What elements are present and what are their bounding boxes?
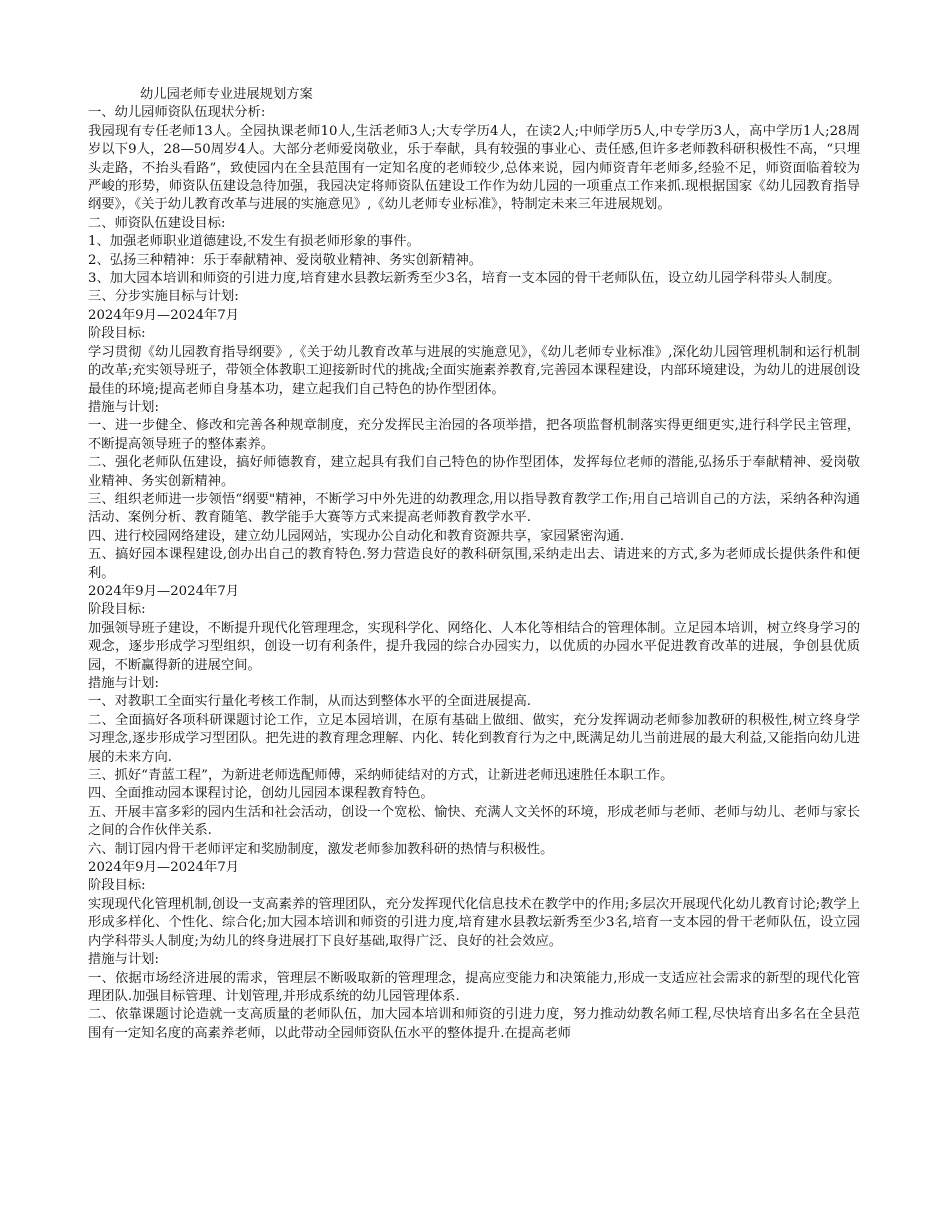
paragraph: 阶段目标: [88, 602, 146, 618]
paragraph: 措施与计划: [88, 399, 159, 415]
paragraph: 三、抓好“青蓝工程”，为新进老师选配师傅，采纳师徒结对的方式，让新进老师迅速胜任本职工作。 [88, 768, 674, 784]
paragraph: 2、弘扬三种精神：乐于奉献精神、爱岗敬业精神、务实创新精神。 [88, 252, 483, 268]
paragraph: 1、加强老师职业道德建设,不发生有损老师形象的事件。 [88, 234, 420, 250]
document-title: 幼儿园老师专业进展规划方案 [140, 87, 313, 102]
paragraph: 五、搞好园本课程建设,创办出自己的教育特色.努力营造良好的教科研氛围,采纳走出去、请进来的方式,多为老师成长提供条件和便利。 [88, 547, 860, 581]
paragraph: 2024年9月—2024年7月 [88, 860, 240, 876]
paragraph: 三、分步实施目标与计划: [88, 289, 239, 305]
document-body [88, 86, 860, 1043]
paragraph: 四、进行校园网络建设，建立幼儿园网站，实现办公自动化和教育资源共享，家园紧密沟通. [88, 528, 625, 544]
paragraph: 二、依靠课题讨论造就一支高质量的老师队伍，加大园本培训和师资的引进力度，努力推动幼教名师工程,尽快培育出多名在全县范围有一定知名度的高素养老师，以此带动全园师资队伍水平的整体提升.在提高老师 [88, 1007, 860, 1041]
paragraph: 一、幼儿园师资队伍现状分析: [88, 105, 266, 121]
paragraph: 二、师资队伍建设目标: [88, 215, 226, 231]
paragraph: 一、依据市场经济进展的需求，管理层不断吸取新的管理理念，提高应变能力和决策能力,形成一支适应社会需求的新型的现代化管理团队.加强目标管理、计划管理,并形成系统的幼儿园管理体系. [88, 970, 860, 1004]
paragraph: 二、强化老师队伍建设，搞好师德教育，建立起具有我们自己特色的协作型团体，发挥每位老师的潜能,弘扬乐于奉献精神、爱岗敬业精神、务实创新精神。 [88, 455, 860, 489]
paragraph: 措施与计划: [88, 676, 159, 691]
paragraph: 措施与计划: [88, 952, 159, 968]
paragraph: 加强领导班子建设，不断提升现代化管理理念，实现科学化、网络化、人本化等相结合的管理体制。立足园本培训，树立终身学习的观念，逐步形成学习型组织，创设一切有利条件，提升我园的综合办园实力，以优质的办园水平促进教育改革的进展，争创县优质园，不断赢得新的进展空间。 [88, 620, 860, 673]
paragraph: 2024年9月—2024年7月 [88, 307, 240, 323]
paragraph: 阶段目标: [88, 326, 146, 342]
paragraph: 2024年9月—2024年7月 [88, 583, 240, 599]
paragraph: 一、进一步健全、修改和完善各种规章制度，充分发挥民主治园的各项举措，把各项监督机制落实得更细更实,进行科学民主管理，不断提高领导班子的整体素养。 [88, 418, 860, 452]
paragraph: 一、对教职工全面实行量化考核工作制，从而达到整体水平的全面进展提高. [88, 694, 532, 710]
paragraph: 阶段目标: [88, 878, 146, 894]
document-content [88, 104, 860, 1043]
paragraph: 3、加大园本培训和师资的引进力度,培育建水县教坛新秀至少3名，培育一支本园的骨干老师队伍，设立幼儿园学科带头人制度。 [88, 271, 841, 287]
paragraph: 六、制订园内骨干老师评定和奖励制度，激发老师参加教科研的热情与积极性。 [88, 841, 554, 857]
paragraph: 学习贯彻《幼儿园教育指导纲要》,《关于幼儿教育改革与进展的实施意见》，《幼儿老师专业标准》,深化幼儿园管理机制和运行机制的改革;充实领导班子，带领全体教职工迎接新时代的挑战;全面实施素养教育,完善园本课程建设，内部环境建设，为幼儿的进展创设最佳的环境;提高老师自身基本功，建立起我们自己特色的协作型团体。 [88, 344, 860, 397]
paragraph: 我园现有专任老师13人。全园执课老师10人,生活老师3人;大专学历4人，在读2人;中师学历5人,中专学历3人，高中学历1人;28周岁以下9人，28—50周岁4人。大部分老师爱岗敬业，乐于奉献，具有较强的事业心、责任感,但许多老师教科研积极性不高，“只埋头走路，不抬头看路”，致使园内在全县范围有一定知名度的老师较少,总体来说，园内师资青年老师多,经验不足，师资面临着较为严峻的形势，师资队伍建设急待加强，我园决定将师资队伍建设工作作为幼儿园的一项重点工作来抓.现根据国家《幼儿园教育指导纲要》，《关于幼儿教育改革与进展的实施意见》,《幼儿老师专业标准》，特制定未来三年进展规划。 [88, 123, 860, 213]
paragraph: 四、全面推动园本课程讨论，创幼儿园园本课程教育特色。 [88, 786, 434, 802]
paragraph: 五、开展丰富多彩的园内生活和社会活动，创设一个宽松、愉快、充满人文关怀的环境，形成老师与老师、老师与幼儿、老师与家长之间的合作伙伴关系. [88, 804, 860, 839]
paragraph: 实现现代化管理机制,创设一支高素养的管理团队，充分发挥现代化信息技术在教学中的作用;多层次开展现代化幼儿教育讨论;教学上形成多样化、个性化、综合化;加大园本培训和师资的引进力度,培育建水县教坛新秀至少3名,培育一支本园的骨干老师队伍，设立园内学科带头人制度;为幼儿的终身进展打下良好基础,取得广泛、良好的社会效应。 [88, 896, 860, 949]
paragraph: 二、全面搞好各项科研课题讨论工作，立足本园培训，在原有基础上做细、做实，充分发挥调动老师参加教研的积极性,树立终身学习理念,逐步形成学习型团队。把先进的教育理念理解、内化、转化到教育行为之中,既满足幼儿当前进展的最大利益,又能指向幼儿进展的未来方向. [88, 712, 860, 765]
paragraph: 三、组织老师进一步领悟“纲要"精神，不断学习中外先进的幼教理念,用以指导教育教学工作;用自己培训自己的方法，采纳各种沟通活动、案例分析、教育随笔、教学能手大赛等方式来提高老师教育教学水平. [88, 491, 860, 526]
